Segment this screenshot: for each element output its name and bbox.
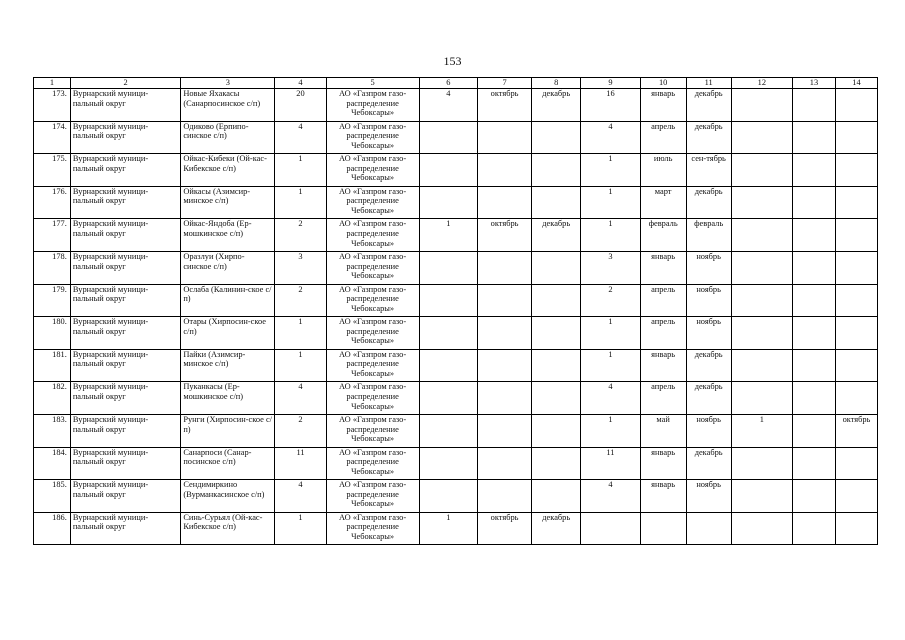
- count-d-cell: [793, 251, 836, 284]
- end-month-a-cell: [532, 382, 581, 415]
- column-header: 4: [275, 78, 326, 89]
- column-header: 9: [581, 78, 640, 89]
- table-row: [34, 219, 878, 252]
- column-header: 1: [34, 78, 71, 89]
- total-count-cell: 1: [275, 154, 326, 187]
- end-month-a-cell: [532, 251, 581, 284]
- end-month-c-cell: [835, 512, 877, 545]
- end-month-b-cell: сен-тябрь: [686, 154, 731, 187]
- start-month-a-cell: октябрь: [477, 512, 531, 545]
- end-month-c-cell: [835, 89, 877, 122]
- page-number: 153: [443, 54, 462, 68]
- end-month-a-cell: [532, 480, 581, 513]
- column-header: 5: [326, 78, 419, 89]
- table-row: [34, 349, 878, 382]
- column-header: 14: [835, 78, 877, 89]
- table-row: [34, 447, 878, 480]
- count-c-cell: [731, 317, 792, 350]
- settlement-cell: Санарпоси (Санар-посинское с/п): [181, 447, 275, 480]
- column-header: 10: [640, 78, 686, 89]
- start-month-a-cell: октябрь: [477, 89, 531, 122]
- count-b-cell: [581, 512, 640, 545]
- count-c-cell: [731, 447, 792, 480]
- count-d-cell: [793, 382, 836, 415]
- end-month-b-cell: ноябрь: [686, 284, 731, 317]
- table-row: [34, 121, 878, 154]
- start-month-b-cell: март: [640, 186, 686, 219]
- settlement-cell: Оразлуи (Хирпо-синское с/п): [181, 251, 275, 284]
- end-month-b-cell: ноябрь: [686, 317, 731, 350]
- count-b-cell: 4: [581, 382, 640, 415]
- end-month-c-cell: [835, 251, 877, 284]
- count-d-cell: [793, 121, 836, 154]
- row-number-cell: 176.: [34, 186, 71, 219]
- operator-cell: АО «Газпром газо-распределение Чебоксары»: [326, 219, 419, 252]
- start-month-b-cell: февраль: [640, 219, 686, 252]
- end-month-c-cell: [835, 219, 877, 252]
- table-row: [34, 512, 878, 545]
- total-count-cell: 2: [275, 284, 326, 317]
- total-count-cell: 2: [275, 219, 326, 252]
- total-count-cell: 1: [275, 512, 326, 545]
- end-month-a-cell: [532, 414, 581, 447]
- settlement-cell: Сендимиркино (Вурманкасинское с/п): [181, 480, 275, 513]
- total-count-cell: 4: [275, 121, 326, 154]
- total-count-cell: 11: [275, 447, 326, 480]
- count-b-cell: 4: [581, 121, 640, 154]
- operator-cell: АО «Газпром газо-распределение Чебоксары»: [326, 317, 419, 350]
- end-month-a-cell: [532, 447, 581, 480]
- count-b-cell: 2: [581, 284, 640, 317]
- count-c-cell: [731, 154, 792, 187]
- settlement-cell: Рунги (Хирпосин-ское с/п): [181, 414, 275, 447]
- table-row: [34, 89, 878, 122]
- count-c-cell: 1: [731, 414, 792, 447]
- operator-cell: АО «Газпром газо-распределение Чебоксары»: [326, 121, 419, 154]
- count-c-cell: [731, 121, 792, 154]
- table-row: [34, 414, 878, 447]
- end-month-a-cell: [532, 186, 581, 219]
- end-month-b-cell: февраль: [686, 219, 731, 252]
- count-d-cell: [793, 284, 836, 317]
- column-header: 6: [419, 78, 477, 89]
- row-number-cell: 178.: [34, 251, 71, 284]
- operator-cell: АО «Газпром газо-распределение Чебоксары»: [326, 447, 419, 480]
- start-month-b-cell: январь: [640, 89, 686, 122]
- start-month-b-cell: июль: [640, 154, 686, 187]
- count-b-cell: 1: [581, 219, 640, 252]
- operator-cell: АО «Газпром газо-распределение Чебоксары»: [326, 154, 419, 187]
- district-cell: Вурнарский муници-пальный округ: [70, 512, 180, 545]
- total-count-cell: 4: [275, 382, 326, 415]
- total-count-cell: 1: [275, 349, 326, 382]
- table-row: [34, 317, 878, 350]
- count-a-cell: [419, 251, 477, 284]
- end-month-b-cell: ноябрь: [686, 480, 731, 513]
- district-cell: Вурнарский муници-пальный округ: [70, 414, 180, 447]
- end-month-b-cell: декабрь: [686, 89, 731, 122]
- count-d-cell: [793, 317, 836, 350]
- row-number-cell: 184.: [34, 447, 71, 480]
- row-number-cell: 177.: [34, 219, 71, 252]
- end-month-a-cell: [532, 349, 581, 382]
- district-cell: Вурнарский муници-пальный округ: [70, 186, 180, 219]
- settlement-cell: Пуканкасы (Ер-мошкинское с/п): [181, 382, 275, 415]
- end-month-a-cell: декабрь: [532, 219, 581, 252]
- district-cell: Вурнарский муници-пальный округ: [70, 317, 180, 350]
- count-a-cell: 1: [419, 219, 477, 252]
- start-month-a-cell: [477, 414, 531, 447]
- start-month-b-cell: январь: [640, 251, 686, 284]
- settlement-cell: Ойкас-Кибеки (Ой-кас-Кибекское с/п): [181, 154, 275, 187]
- end-month-a-cell: [532, 317, 581, 350]
- row-number-cell: 181.: [34, 349, 71, 382]
- start-month-a-cell: [477, 447, 531, 480]
- start-month-a-cell: [477, 317, 531, 350]
- count-b-cell: 3: [581, 251, 640, 284]
- table-row: [34, 284, 878, 317]
- count-a-cell: [419, 121, 477, 154]
- row-number-cell: 174.: [34, 121, 71, 154]
- start-month-a-cell: [477, 121, 531, 154]
- count-a-cell: [419, 414, 477, 447]
- end-month-b-cell: [686, 512, 731, 545]
- count-c-cell: [731, 382, 792, 415]
- end-month-a-cell: декабрь: [532, 512, 581, 545]
- end-month-c-cell: [835, 186, 877, 219]
- count-b-cell: 1: [581, 186, 640, 219]
- count-d-cell: [793, 349, 836, 382]
- end-month-a-cell: декабрь: [532, 89, 581, 122]
- column-header: 3: [181, 78, 275, 89]
- row-number-cell: 183.: [34, 414, 71, 447]
- operator-cell: АО «Газпром газо-распределение Чебоксары»: [326, 512, 419, 545]
- end-month-c-cell: [835, 154, 877, 187]
- table-row: [34, 382, 878, 415]
- end-month-b-cell: декабрь: [686, 447, 731, 480]
- count-d-cell: [793, 414, 836, 447]
- total-count-cell: 1: [275, 317, 326, 350]
- end-month-a-cell: [532, 154, 581, 187]
- start-month-a-cell: октябрь: [477, 219, 531, 252]
- count-b-cell: 1: [581, 317, 640, 350]
- settlement-cell: Ойкас-Яндоба (Ер-мошкинское с/п): [181, 219, 275, 252]
- count-d-cell: [793, 480, 836, 513]
- count-a-cell: [419, 186, 477, 219]
- row-number-cell: 179.: [34, 284, 71, 317]
- end-month-b-cell: декабрь: [686, 382, 731, 415]
- total-count-cell: 2: [275, 414, 326, 447]
- row-number-cell: 185.: [34, 480, 71, 513]
- start-month-a-cell: [477, 154, 531, 187]
- count-d-cell: [793, 89, 836, 122]
- district-cell: Вурнарский муници-пальный округ: [70, 251, 180, 284]
- start-month-a-cell: [477, 186, 531, 219]
- district-cell: Вурнарский муници-пальный округ: [70, 447, 180, 480]
- district-cell: Вурнарский муници-пальный округ: [70, 219, 180, 252]
- total-count-cell: 4: [275, 480, 326, 513]
- count-a-cell: [419, 480, 477, 513]
- end-month-c-cell: [835, 284, 877, 317]
- count-a-cell: [419, 317, 477, 350]
- settlement-cell: Пайки (Азимсир-минское с/п): [181, 349, 275, 382]
- count-a-cell: [419, 154, 477, 187]
- count-c-cell: [731, 480, 792, 513]
- table-row: [34, 154, 878, 187]
- gasification-table: [33, 77, 878, 545]
- table-row: [34, 480, 878, 513]
- count-c-cell: [731, 219, 792, 252]
- count-c-cell: [731, 349, 792, 382]
- total-count-cell: 3: [275, 251, 326, 284]
- start-month-b-cell: апрель: [640, 121, 686, 154]
- operator-cell: АО «Газпром газо-распределение Чебоксары»: [326, 251, 419, 284]
- count-a-cell: [419, 447, 477, 480]
- start-month-b-cell: май: [640, 414, 686, 447]
- district-cell: Вурнарский муници-пальный округ: [70, 382, 180, 415]
- end-month-b-cell: ноябрь: [686, 251, 731, 284]
- end-month-b-cell: декабрь: [686, 349, 731, 382]
- start-month-a-cell: [477, 382, 531, 415]
- count-a-cell: [419, 284, 477, 317]
- count-b-cell: 16: [581, 89, 640, 122]
- count-b-cell: 1: [581, 349, 640, 382]
- end-month-c-cell: октябрь: [835, 414, 877, 447]
- start-month-b-cell: апрель: [640, 317, 686, 350]
- column-header: 13: [793, 78, 836, 89]
- operator-cell: АО «Газпром газо-распределение Чебоксары»: [326, 349, 419, 382]
- count-a-cell: 1: [419, 512, 477, 545]
- operator-cell: АО «Газпром газо-распределение Чебоксары»: [326, 284, 419, 317]
- start-month-b-cell: [640, 512, 686, 545]
- count-c-cell: [731, 186, 792, 219]
- end-month-a-cell: [532, 284, 581, 317]
- district-cell: Вурнарский муници-пальный округ: [70, 284, 180, 317]
- end-month-a-cell: [532, 121, 581, 154]
- count-b-cell: 1: [581, 154, 640, 187]
- end-month-c-cell: [835, 121, 877, 154]
- end-month-b-cell: декабрь: [686, 186, 731, 219]
- count-d-cell: [793, 219, 836, 252]
- table-row: [34, 186, 878, 219]
- count-d-cell: [793, 154, 836, 187]
- count-b-cell: 1: [581, 414, 640, 447]
- row-number-cell: 175.: [34, 154, 71, 187]
- start-month-b-cell: апрель: [640, 284, 686, 317]
- column-header: 7: [477, 78, 531, 89]
- column-header: 11: [686, 78, 731, 89]
- table-row: [34, 251, 878, 284]
- start-month-b-cell: январь: [640, 349, 686, 382]
- count-c-cell: [731, 284, 792, 317]
- settlement-cell: Отары (Хирпосин-ское с/п): [181, 317, 275, 350]
- district-cell: Вурнарский муници-пальный округ: [70, 154, 180, 187]
- count-b-cell: 4: [581, 480, 640, 513]
- settlement-cell: Ослаба (Калинин-ское с/п): [181, 284, 275, 317]
- count-c-cell: [731, 512, 792, 545]
- operator-cell: АО «Газпром газо-распределение Чебоксары»: [326, 414, 419, 447]
- column-header: 12: [731, 78, 792, 89]
- row-number-cell: 186.: [34, 512, 71, 545]
- table-body: [34, 89, 878, 545]
- end-month-c-cell: [835, 382, 877, 415]
- operator-cell: АО «Газпром газо-распределение Чебоксары»: [326, 480, 419, 513]
- count-d-cell: [793, 186, 836, 219]
- end-month-c-cell: [835, 349, 877, 382]
- district-cell: Вурнарский муници-пальный округ: [70, 89, 180, 122]
- end-month-b-cell: ноябрь: [686, 414, 731, 447]
- settlement-cell: Новые Яхакасы (Санарпосинское с/п): [181, 89, 275, 122]
- district-cell: Вурнарский муници-пальный округ: [70, 349, 180, 382]
- start-month-a-cell: [477, 284, 531, 317]
- operator-cell: АО «Газпром газо-распределение Чебоксары»: [326, 186, 419, 219]
- end-month-c-cell: [835, 480, 877, 513]
- district-cell: Вурнарский муници-пальный округ: [70, 480, 180, 513]
- settlement-cell: Синь-Сурьял (Ой-кас-Кибекское с/п): [181, 512, 275, 545]
- total-count-cell: 20: [275, 89, 326, 122]
- count-c-cell: [731, 251, 792, 284]
- start-month-a-cell: [477, 251, 531, 284]
- count-c-cell: [731, 89, 792, 122]
- row-number-cell: 180.: [34, 317, 71, 350]
- count-d-cell: [793, 447, 836, 480]
- start-month-b-cell: январь: [640, 447, 686, 480]
- total-count-cell: 1: [275, 186, 326, 219]
- count-a-cell: [419, 382, 477, 415]
- count-a-cell: 4: [419, 89, 477, 122]
- column-header: 8: [532, 78, 581, 89]
- count-d-cell: [793, 512, 836, 545]
- start-month-b-cell: апрель: [640, 382, 686, 415]
- end-month-c-cell: [835, 447, 877, 480]
- operator-cell: АО «Газпром газо-распределение Чебоксары»: [326, 382, 419, 415]
- column-header: 2: [70, 78, 180, 89]
- count-b-cell: 11: [581, 447, 640, 480]
- start-month-b-cell: январь: [640, 480, 686, 513]
- end-month-b-cell: декабрь: [686, 121, 731, 154]
- count-a-cell: [419, 349, 477, 382]
- operator-cell: АО «Газпром газо-распределение Чебоксары»: [326, 89, 419, 122]
- settlement-cell: Ойкасы (Азимсир-минское с/п): [181, 186, 275, 219]
- row-number-cell: 173.: [34, 89, 71, 122]
- end-month-c-cell: [835, 317, 877, 350]
- start-month-a-cell: [477, 480, 531, 513]
- table-header: [34, 78, 878, 89]
- row-number-cell: 182.: [34, 382, 71, 415]
- district-cell: Вурнарский муници-пальный округ: [70, 121, 180, 154]
- start-month-a-cell: [477, 349, 531, 382]
- settlement-cell: Одиково (Ерпипо-синское с/п): [181, 121, 275, 154]
